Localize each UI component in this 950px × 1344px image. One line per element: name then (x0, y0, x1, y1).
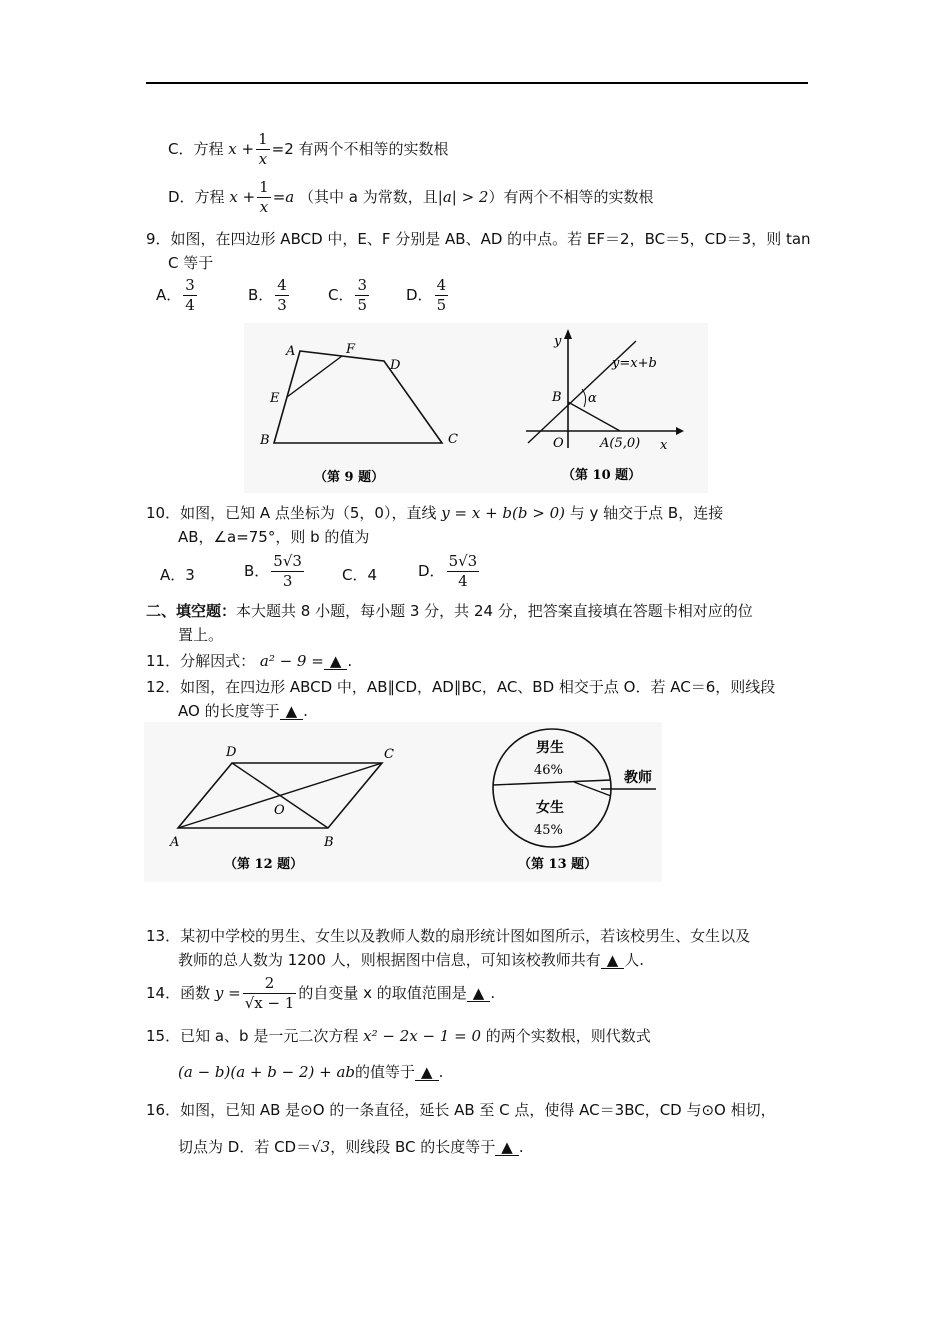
answer-blank: ▲ (467, 985, 491, 1002)
figure-10-caption: （第 10 题） (562, 468, 642, 483)
q9-option-d: D． $\frac{4}{5}$ (406, 276, 447, 314)
q10-option-c: C．4 (342, 566, 378, 584)
q9-stem-line2: C 等于 (168, 254, 214, 272)
figure-q9-q10 (244, 323, 708, 493)
fraction: $\frac{4}{3}$ (277, 276, 287, 314)
q16-stem-line2: 切点为 D．若 CD＝√3，则线段 BC 的长度等于 ▲ . (178, 1138, 524, 1156)
label-b: B (324, 835, 334, 850)
fraction: $\frac{2}{√x - 1}$ (244, 974, 295, 1012)
answer-blank: ▲ (495, 1139, 519, 1156)
label-c: C (384, 747, 394, 762)
label-alpha: α (588, 391, 597, 406)
section2-line2: 置上。 (178, 626, 224, 644)
label-x: x (660, 438, 668, 453)
answer-blank: ▲ (601, 952, 625, 969)
label-o: O (274, 803, 285, 818)
fraction: $\frac{5√3}{3}$ (273, 552, 302, 590)
q10-option-b: B． $\frac{5√3}{3}$ (244, 552, 302, 590)
label-b: B (552, 390, 562, 405)
figure-q12-q13 (144, 722, 662, 882)
q9-option-b: B． $\frac{4}{3}$ (248, 276, 287, 314)
q12-stem-line1: 12．如图，在四边形 ABCD 中，AB∥CD，AD∥BC，AC、BD 相交于点 O．若 AC＝6，则线段 (146, 678, 776, 696)
label-y: y (554, 334, 562, 349)
label-line: y=x+b (612, 356, 657, 371)
label-c: C (448, 432, 458, 447)
q14: 14．函数 y = $\frac{2}{√x - 1}$ 的自变量 x 的取值范围是 ▲ . (146, 974, 496, 1012)
answer-blank: ▲ (280, 703, 304, 720)
section2-line1: 二、填空题：本大题共 8 小题，每小题 3 分，共 24 分，把答案直接填在答题卡相对应的位 (146, 602, 753, 620)
figure-13-caption: （第 13 题） (518, 857, 598, 872)
q15-stem-line2: (a − b)(a + b − 2) + ab的值等于 ▲ . (178, 1063, 444, 1081)
q8-option-d: D．方程 x + $\frac{1}{x}$ =a （其中 a 为常数，且|a| > 2）有两个不相等的实数根 (168, 178, 654, 216)
label-a: A (170, 835, 180, 850)
q8-option-c: C．方程 x + $\frac{1}{x}$ =2 有两个不相等的实数根 (168, 130, 449, 168)
answer-blank: ▲ (324, 653, 348, 670)
fraction: $\frac{4}{5}$ (436, 276, 447, 314)
pie-pct-male: 46% (534, 763, 563, 778)
q12-stem-line2: AO 的长度等于 ▲ . (178, 702, 308, 720)
fraction: $\frac{3}{5}$ (357, 276, 368, 314)
fraction: $\frac{3}{4}$ (185, 276, 195, 314)
q15-stem-line1: 15．已知 a、b 是一元二次方程 x² − 2x − 1 = 0 的两个实数根，则代数式 (146, 1027, 651, 1045)
q16-stem-line1: 16．如图，已知 AB 是⊙O 的一条直径，延长 AB 至 C 点，使得 AC＝3BC，CD 与⊙O 相切， (146, 1101, 776, 1119)
pie-label-teacher: 教师 (624, 770, 652, 786)
header-rule (146, 82, 808, 84)
q9-option-a: A． $\frac{3}{4}$ (156, 276, 195, 314)
q10-option-d: D． $\frac{5√3}{4}$ (418, 552, 478, 590)
label-b: B (260, 433, 270, 448)
answer-blank: ▲ (415, 1064, 439, 1081)
pie-label-female: 女生 (536, 800, 564, 816)
label-f: F (346, 342, 356, 357)
q13-stem-line2: 教师的总人数为 1200 人，则根据图中信息，可知该校教师共有 ▲ 人. (178, 951, 645, 969)
pie-label-male: 男生 (536, 740, 564, 756)
figure-12-caption: （第 12 题） (224, 857, 304, 872)
q10-stem-line2: AB，∠a=75°，则 b 的值为 (178, 528, 370, 546)
q9-stem-line1: 9．如图，在四边形 ABCD 中，E、F 分别是 AB、AD 的中点。若 EF＝2，BC＝5，CD＝3，则 tan (146, 230, 811, 248)
label-o: O (553, 436, 564, 451)
section2-title: 二、填空题： (146, 602, 237, 620)
figure-9-caption: （第 9 题） (314, 470, 385, 485)
label-d: D (226, 745, 237, 760)
label-e: E (270, 391, 280, 406)
label-a: A(5,0) (600, 436, 641, 451)
q13-stem-line1: 13．某初中学校的男生、女生以及教师人数的扇形统计图如图所示，若该校男生、女生以及 (146, 927, 751, 945)
q10-option-a: A．3 (160, 566, 195, 584)
q10-stem-line1: 10．如图，已知 A 点坐标为（5，0），直线 y = x + b(b > 0) 与 y 轴交于点 B，连接 (146, 504, 724, 522)
pie-pct-female: 45% (534, 823, 563, 838)
fraction: $\frac{5√3}{4}$ (448, 552, 478, 590)
fraction: $\frac{1}{x}$ (259, 178, 269, 216)
q11: 11．分解因式： a² − 9 = ▲ . (146, 652, 353, 670)
q9-option-c: C． $\frac{3}{5}$ (328, 276, 368, 314)
fraction: $\frac{1}{x}$ (258, 130, 268, 168)
label-d: D (390, 358, 401, 373)
label-a: A (286, 344, 296, 359)
